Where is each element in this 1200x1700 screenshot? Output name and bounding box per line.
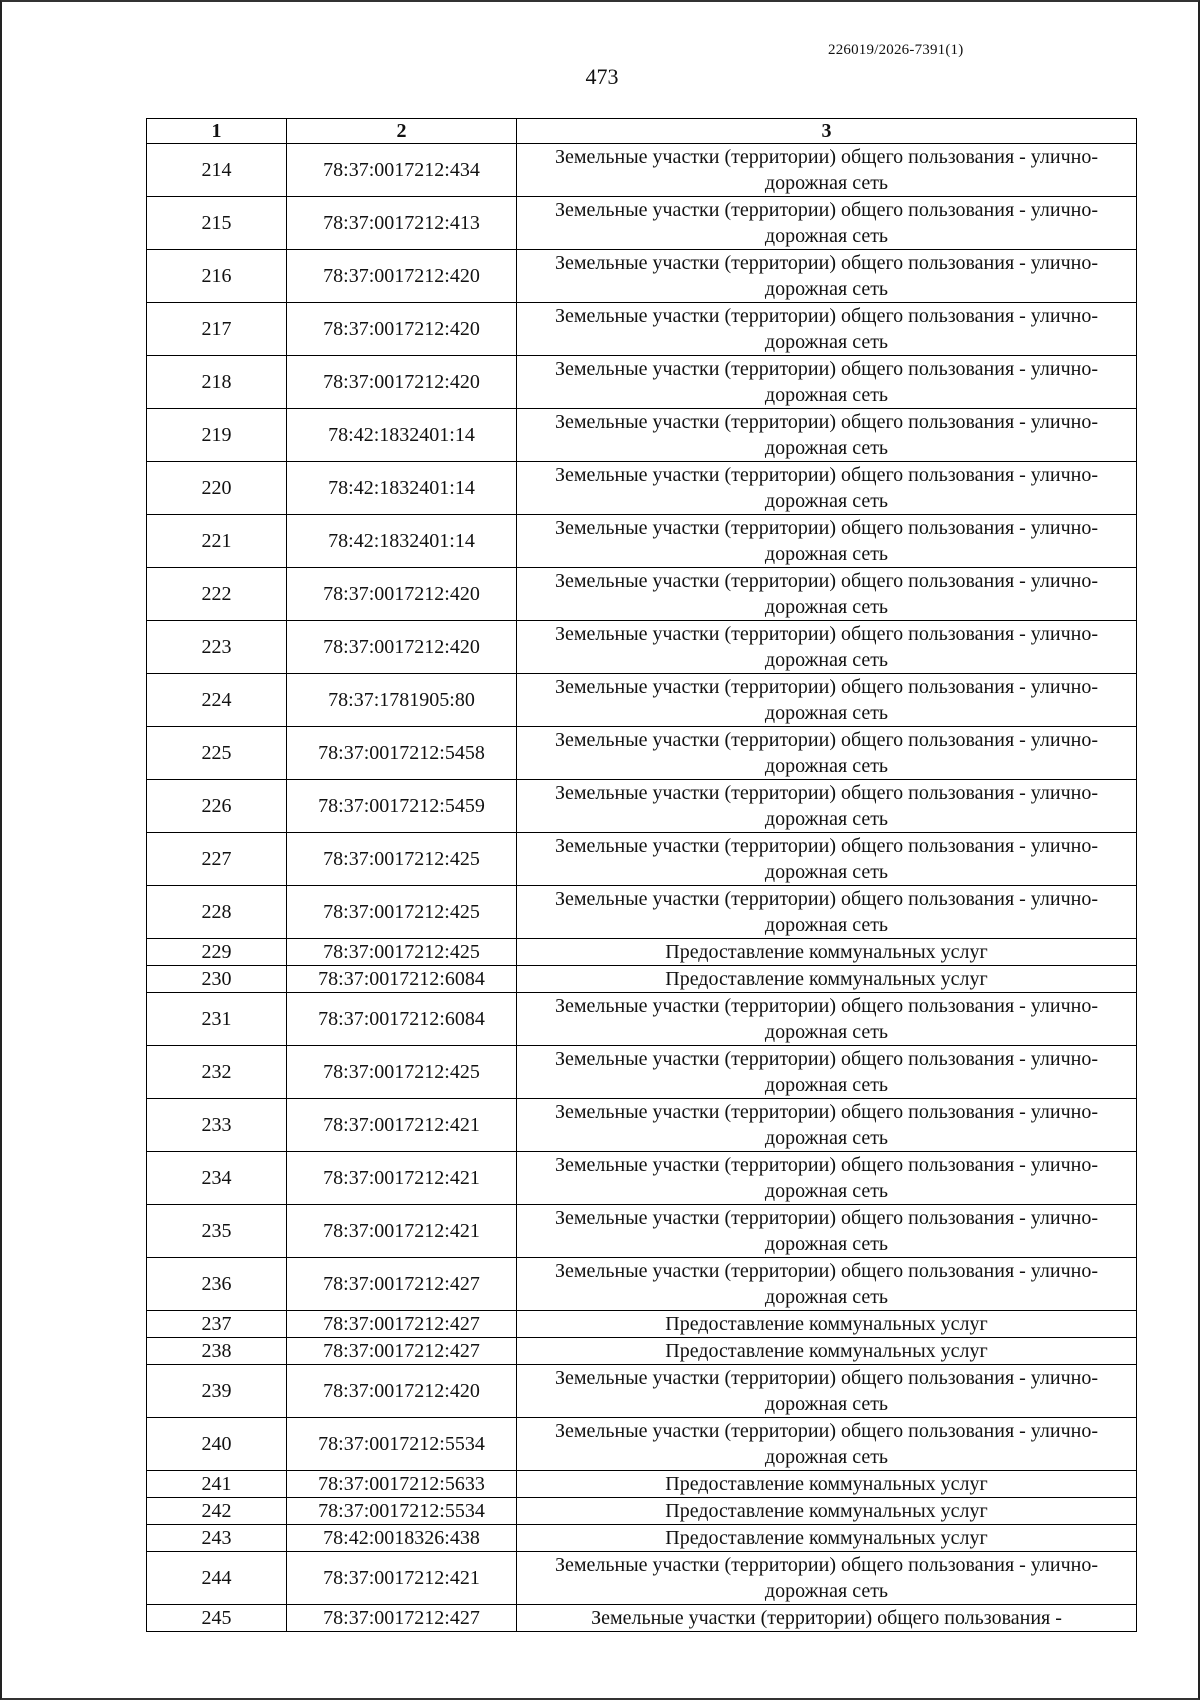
table-row: [147, 568, 1137, 621]
table-row: [147, 1205, 1137, 1258]
cadastral-number-cell: 78:37:0017212:427: [287, 1258, 517, 1311]
row-number-cell: 225: [147, 727, 287, 780]
land-use-description-cell: Предоставление коммунальных услуг: [517, 1498, 1137, 1525]
table-row: [147, 197, 1137, 250]
cadastral-number-cell: 78:37:0017212:434: [287, 144, 517, 197]
table-row: [147, 1605, 1137, 1632]
table-row: [147, 1046, 1137, 1099]
table-row: [147, 1338, 1137, 1365]
land-use-description-cell: Земельные участки (территории) общего пользования - улично-дорожная сеть: [517, 515, 1137, 568]
land-use-description-cell: Предоставление коммунальных услуг: [517, 966, 1137, 993]
row-number-cell: 233: [147, 1099, 287, 1152]
land-use-description-cell: Земельные участки (территории) общего пользования -: [517, 1605, 1137, 1632]
table-row: [147, 250, 1137, 303]
row-number-cell: 220: [147, 462, 287, 515]
land-use-description-cell: Земельные участки (территории) общего пользования - улично-дорожная сеть: [517, 727, 1137, 780]
cadastral-number-cell: 78:37:0017212:421: [287, 1205, 517, 1258]
cadastral-number-cell: 78:37:0017212:420: [287, 621, 517, 674]
table-row: [147, 1471, 1137, 1498]
row-number-cell: 215: [147, 197, 287, 250]
cadastral-number-cell: 78:37:0017212:5534: [287, 1498, 517, 1525]
table-row: [147, 993, 1137, 1046]
land-use-description-cell: Земельные участки (территории) общего пользования - улично-дорожная сеть: [517, 833, 1137, 886]
cadastral-number-cell: 78:37:0017212:5458: [287, 727, 517, 780]
cadastral-number-cell: 78:37:1781905:80: [287, 674, 517, 727]
row-number-cell: 218: [147, 356, 287, 409]
table-row: [147, 674, 1137, 727]
table-row: [147, 780, 1137, 833]
table-row: [147, 1311, 1137, 1338]
row-number-cell: 232: [147, 1046, 287, 1099]
table-row: [147, 356, 1137, 409]
document-number: 226019/2026-7391(1): [828, 42, 964, 58]
land-use-description-cell: Земельные участки (территории) общего пользования - улично-дорожная сеть: [517, 462, 1137, 515]
land-use-description-cell: Земельные участки (территории) общего пользования - улично-дорожная сеть: [517, 993, 1137, 1046]
land-use-description-cell: Земельные участки (территории) общего пользования - улично-дорожная сеть: [517, 1258, 1137, 1311]
row-number-cell: 236: [147, 1258, 287, 1311]
row-number-cell: 219: [147, 409, 287, 462]
cadastral-number-cell: 78:37:0017212:425: [287, 1046, 517, 1099]
cadastral-number-cell: 78:37:0017212:421: [287, 1099, 517, 1152]
table-row: [147, 621, 1137, 674]
row-number-cell: 226: [147, 780, 287, 833]
table-row: [147, 1418, 1137, 1471]
table-row: [147, 462, 1137, 515]
row-number-cell: 244: [147, 1552, 287, 1605]
land-use-description-cell: Земельные участки (территории) общего пользования - улично-дорожная сеть: [517, 1418, 1137, 1471]
land-use-description-cell: Земельные участки (территории) общего пользования - улично-дорожная сеть: [517, 1046, 1137, 1099]
table-row: [147, 1552, 1137, 1605]
table-row: [147, 939, 1137, 966]
table-row: [147, 409, 1137, 462]
land-use-description-cell: Предоставление коммунальных услуг: [517, 1338, 1137, 1365]
row-number-cell: 241: [147, 1471, 287, 1498]
cadastral-number-cell: 78:37:0017212:427: [287, 1311, 517, 1338]
cadastral-number-cell: 78:37:0017212:420: [287, 356, 517, 409]
row-number-cell: 223: [147, 621, 287, 674]
cadastral-number-cell: 78:37:0017212:5633: [287, 1471, 517, 1498]
land-use-description-cell: Земельные участки (территории) общего пользования - улично-дорожная сеть: [517, 886, 1137, 939]
table-row: [147, 1258, 1137, 1311]
land-use-description-cell: Земельные участки (территории) общего пользования - улично-дорожная сеть: [517, 409, 1137, 462]
cadastral-number-cell: 78:37:0017212:420: [287, 250, 517, 303]
table-row: [147, 515, 1137, 568]
land-use-description-cell: Предоставление коммунальных услуг: [517, 939, 1137, 966]
row-number-cell: 234: [147, 1152, 287, 1205]
cadastral-number-cell: 78:37:0017212:425: [287, 833, 517, 886]
cadastral-number-cell: 78:37:0017212:421: [287, 1552, 517, 1605]
cadastral-number-cell: 78:37:0017212:5534: [287, 1418, 517, 1471]
row-number-cell: 237: [147, 1311, 287, 1338]
row-number-cell: 214: [147, 144, 287, 197]
land-use-description-cell: Земельные участки (территории) общего пользования - улично-дорожная сеть: [517, 250, 1137, 303]
cadastral-number-cell: 78:37:0017212:6084: [287, 966, 517, 993]
table-row: [147, 1525, 1137, 1552]
cadastral-number-cell: 78:37:0017212:427: [287, 1605, 517, 1632]
row-number-cell: 239: [147, 1365, 287, 1418]
row-number-cell: 228: [147, 886, 287, 939]
row-number-cell: 230: [147, 966, 287, 993]
cadastral-number-cell: 78:37:0017212:421: [287, 1152, 517, 1205]
table-row: [147, 833, 1137, 886]
table-row: [147, 1099, 1137, 1152]
row-number-cell: 235: [147, 1205, 287, 1258]
cadastral-number-cell: 78:37:0017212:413: [287, 197, 517, 250]
land-use-description-cell: Земельные участки (территории) общего пользования - улично-дорожная сеть: [517, 1205, 1137, 1258]
cadastral-number-cell: 78:42:1832401:14: [287, 515, 517, 568]
table-row: [147, 303, 1137, 356]
land-use-description-cell: Земельные участки (территории) общего пользования - улично-дорожная сеть: [517, 1552, 1137, 1605]
cadastral-number-cell: 78:37:0017212:425: [287, 939, 517, 966]
row-number-cell: 238: [147, 1338, 287, 1365]
row-number-cell: 216: [147, 250, 287, 303]
land-use-description-cell: Предоставление коммунальных услуг: [517, 1525, 1137, 1552]
table-row: [147, 1498, 1137, 1525]
row-number-cell: 245: [147, 1605, 287, 1632]
land-use-description-cell: Земельные участки (территории) общего пользования - улично-дорожная сеть: [517, 303, 1137, 356]
row-number-cell: 222: [147, 568, 287, 621]
row-number-cell: 227: [147, 833, 287, 886]
row-number-cell: 240: [147, 1418, 287, 1471]
cadastral-number-cell: 78:37:0017212:427: [287, 1338, 517, 1365]
table-header-row: [147, 119, 1137, 144]
cadastral-number-cell: 78:37:0017212:6084: [287, 993, 517, 1046]
table-row: [147, 886, 1137, 939]
land-use-description-cell: Земельные участки (территории) общего пользования - улично-дорожная сеть: [517, 674, 1137, 727]
land-use-description-cell: Земельные участки (территории) общего пользования - улично-дорожная сеть: [517, 621, 1137, 674]
table-row: [147, 1365, 1137, 1418]
land-use-description-cell: Предоставление коммунальных услуг: [517, 1311, 1137, 1338]
land-use-description-cell: Земельные участки (территории) общего пользования - улично-дорожная сеть: [517, 144, 1137, 197]
land-plots-table: [146, 118, 1137, 1632]
table-row: [147, 727, 1137, 780]
column-header-3: 3: [517, 119, 1137, 144]
row-number-cell: 231: [147, 993, 287, 1046]
land-use-description-cell: Земельные участки (территории) общего пользования - улично-дорожная сеть: [517, 356, 1137, 409]
table-row: [147, 1152, 1137, 1205]
cadastral-number-cell: 78:42:1832401:14: [287, 462, 517, 515]
table-row: [147, 966, 1137, 993]
row-number-cell: 217: [147, 303, 287, 356]
column-header-2: 2: [287, 119, 517, 144]
column-header-1: 1: [147, 119, 287, 144]
cadastral-number-cell: 78:42:1832401:14: [287, 409, 517, 462]
land-use-description-cell: Земельные участки (территории) общего пользования - улично-дорожная сеть: [517, 197, 1137, 250]
cadastral-number-cell: 78:37:0017212:420: [287, 1365, 517, 1418]
row-number-cell: 221: [147, 515, 287, 568]
cadastral-number-cell: 78:37:0017212:420: [287, 303, 517, 356]
cadastral-number-cell: 78:37:0017212:5459: [287, 780, 517, 833]
row-number-cell: 243: [147, 1525, 287, 1552]
row-number-cell: 229: [147, 939, 287, 966]
cadastral-number-cell: 78:37:0017212:425: [287, 886, 517, 939]
land-use-description-cell: Земельные участки (территории) общего пользования - улично-дорожная сеть: [517, 1099, 1137, 1152]
row-number-cell: 242: [147, 1498, 287, 1525]
land-use-description-cell: Земельные участки (территории) общего пользования - улично-дорожная сеть: [517, 780, 1137, 833]
row-number-cell: 224: [147, 674, 287, 727]
land-use-description-cell: Земельные участки (территории) общего пользования - улично-дорожная сеть: [517, 568, 1137, 621]
land-use-description-cell: Предоставление коммунальных услуг: [517, 1471, 1137, 1498]
land-use-description-cell: Земельные участки (территории) общего пользования - улично-дорожная сеть: [517, 1152, 1137, 1205]
land-use-description-cell: Земельные участки (территории) общего пользования - улично-дорожная сеть: [517, 1365, 1137, 1418]
cadastral-number-cell: 78:37:0017212:420: [287, 568, 517, 621]
table-row: [147, 144, 1137, 197]
page-number: 473: [585, 64, 619, 89]
cadastral-number-cell: 78:42:0018326:438: [287, 1525, 517, 1552]
